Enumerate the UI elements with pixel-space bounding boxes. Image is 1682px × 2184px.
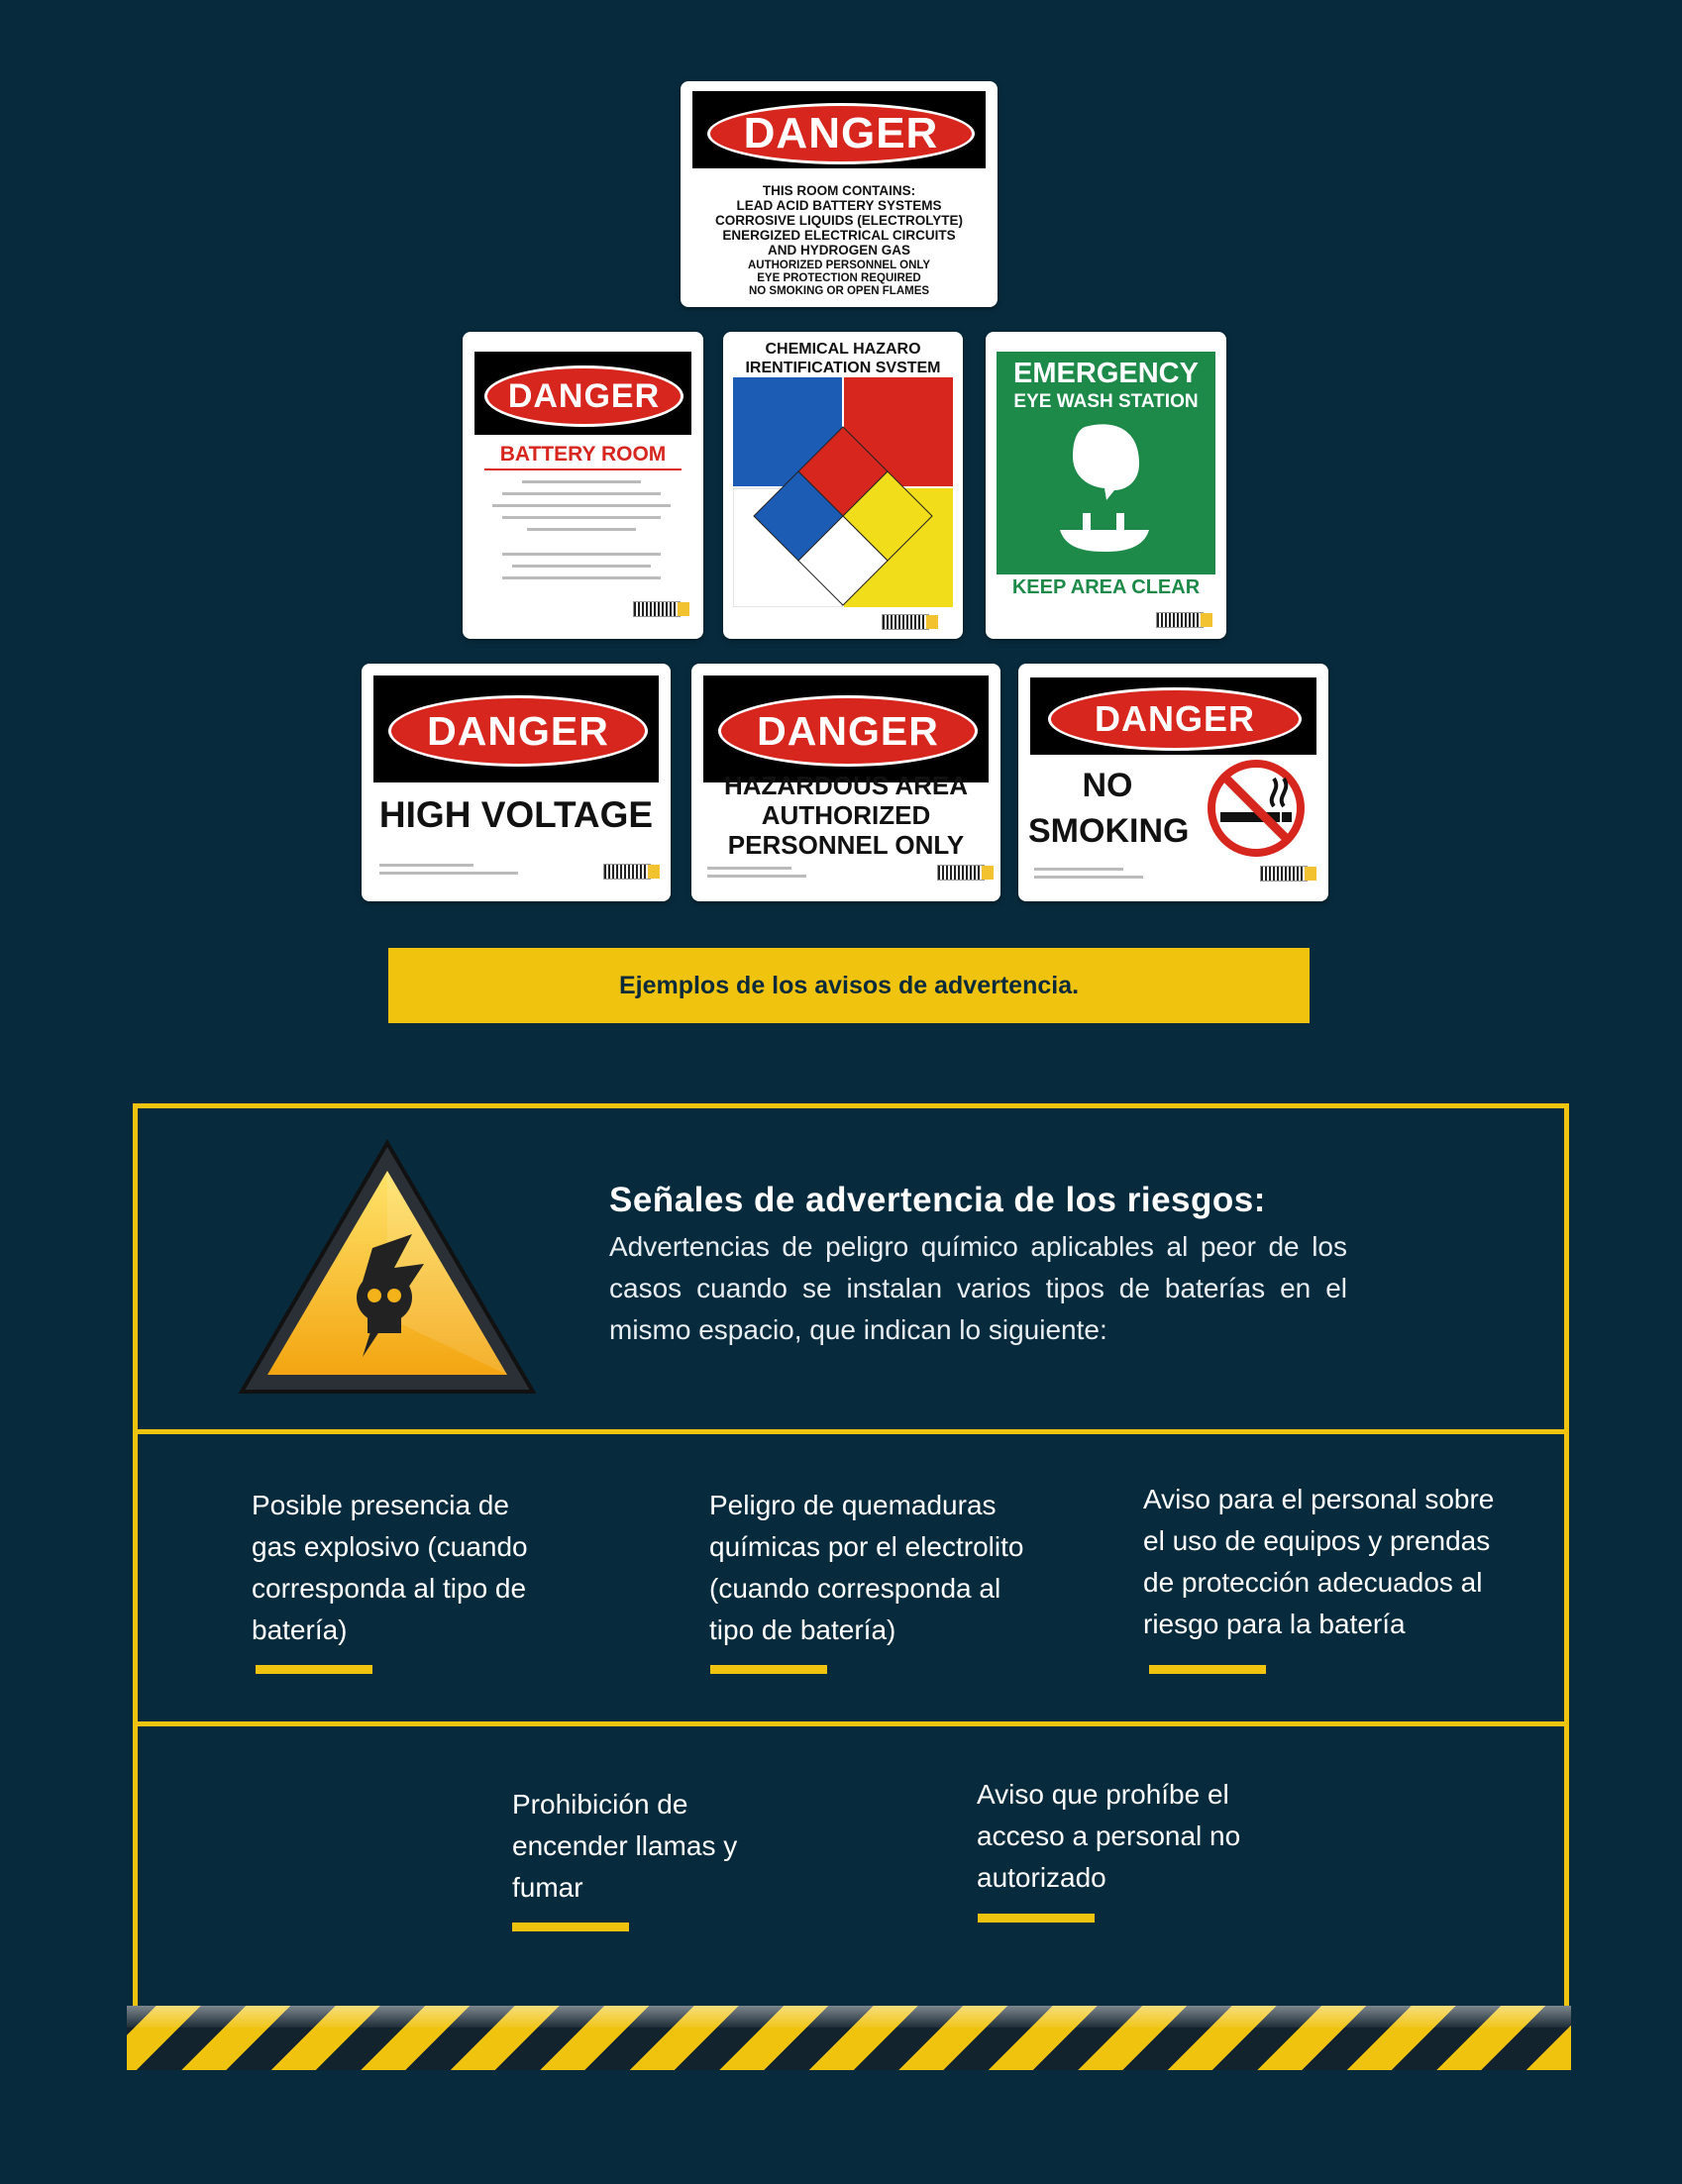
- danger-header: DANGER: [388, 695, 648, 767]
- barcode: [633, 601, 681, 617]
- sign-battery-room: [463, 332, 703, 639]
- sign-battery-systems: [681, 81, 998, 307]
- section-heading: Señales de advertencia de los riesgos:: [609, 1181, 1266, 1219]
- sign-line: AUTHORIZED PERSONNEL ONLY: [747, 260, 931, 271]
- item-underline: [512, 1923, 629, 1931]
- sign-line: ENERGIZED ELECTRICAL CIRCUITS: [722, 228, 956, 243]
- no-smoking-icon: [1205, 757, 1308, 860]
- barcode: [1260, 866, 1308, 882]
- list-item: Aviso para el personal sobre el uso de equipos y prendas de protección adecuados al riesgo para la batería: [1143, 1484, 1495, 1639]
- sign-line: LEAD ACID BATTERY SYSTEMS: [736, 198, 942, 213]
- sign-title: IRENTIFICATION SVSTEM: [745, 360, 941, 376]
- item-underline: [978, 1914, 1095, 1923]
- barcode: [603, 864, 651, 880]
- sign-line: AND HYDROGEN GAS: [767, 243, 910, 258]
- sign-title: CHEMICAL HAZARO: [765, 341, 921, 358]
- sign-title: BATTERY ROOM: [499, 443, 667, 466]
- sign-eye-wash: [986, 332, 1226, 639]
- list-item: Peligro de quemaduras químicas por el electrolito (cuando corresponda al tipo de batería): [709, 1490, 1024, 1645]
- sign-no-smoking: [1018, 664, 1328, 901]
- sign-hazardous-area: [691, 664, 1000, 901]
- sign-line: NO SMOKING OR OPEN FLAMES: [748, 285, 930, 297]
- sign-lines: [681, 183, 998, 298]
- eye-wash-icon: [1045, 419, 1164, 558]
- danger-header: DANGER: [718, 695, 978, 767]
- list-item: Prohibición de encender llamas y fumar: [512, 1789, 738, 1903]
- section-divider: [133, 1429, 1569, 1434]
- barcode: [1156, 612, 1204, 628]
- danger-header: DANGER: [1048, 687, 1302, 751]
- caption-banner: Ejemplos de los avisos de advertencia.: [388, 948, 1310, 1023]
- sign-line: SMOKING: [1028, 812, 1190, 850]
- barcode: [937, 865, 985, 881]
- sign-high-voltage: [362, 664, 671, 901]
- danger-header: DANGER: [707, 103, 975, 164]
- list-item: Posible presencia de gas explosivo (cuando corresponda al tipo de batería): [252, 1490, 528, 1645]
- list-item: Aviso que prohíbe el acceso a personal no autorizado: [977, 1779, 1241, 1893]
- item-underline: [256, 1665, 372, 1674]
- nfpa-diamond-icon: [733, 377, 953, 607]
- danger-header: DANGER: [484, 365, 683, 427]
- barcode: [882, 614, 929, 630]
- sign-line: NO: [1082, 767, 1133, 804]
- sign-line: PERSONNEL ONLY: [727, 830, 965, 860]
- sign-line: AUTHORIZED: [761, 800, 931, 830]
- section-intro: Advertencias de peligro químico aplicables al peor de los casos cuando se instalan varios tipos de baterías en el mismo espacio, que indican lo siguiente:: [609, 1231, 1347, 1345]
- item-underline: [710, 1665, 827, 1674]
- section-divider: [133, 1721, 1569, 1726]
- sign-line: HAZARDOUS AREA: [723, 771, 969, 800]
- sign-title: HIGH VOLTAGE: [378, 794, 654, 835]
- sign-line: CORROSIVE LIQUIDS (ELECTROLYTE): [714, 213, 964, 228]
- sign-footer: KEEP AREA CLEAR: [1011, 576, 1201, 598]
- sign-line: THIS ROOM CONTAINS:: [762, 183, 916, 198]
- sign-line: EYE PROTECTION REQUIRED: [757, 272, 921, 284]
- item-underline: [1149, 1665, 1266, 1674]
- sign-title: EMERGENCY: [1013, 358, 1199, 389]
- sign-chemical-hazard: [723, 332, 963, 639]
- hazard-skull-icon: [236, 1139, 539, 1402]
- sign-subtitle: EYE WASH STATION: [1013, 391, 1199, 412]
